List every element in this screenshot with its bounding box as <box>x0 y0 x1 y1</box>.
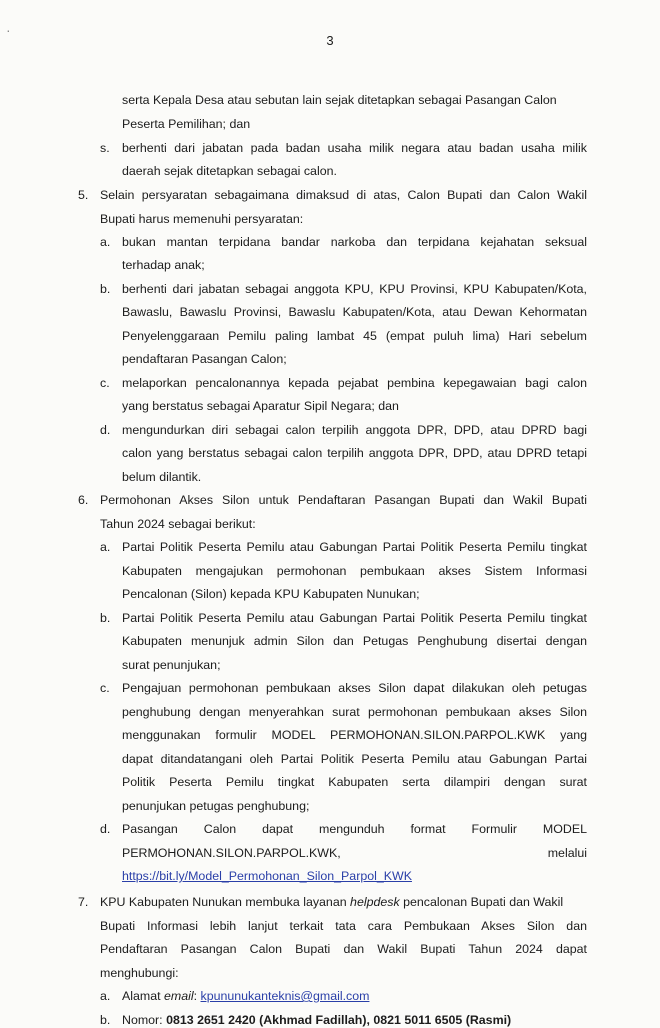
text-line: Pengajuan permohonan pembukaan akses Silon dapat dilakukan oleh petugas <box>122 681 587 695</box>
text-line: menggunakan formulir MODEL PERMOHONAN.SILON.PARPOL.KWK yang <box>122 728 587 742</box>
text-line: melaporkan pencalonannya kepada pejabat pembina kepegawaian bagi calon <box>122 376 587 390</box>
text-line: Kabupaten mengajukan permohonan pembukaan akses Sistem Informasi <box>122 564 587 578</box>
scan-mark: · <box>6 22 11 38</box>
text-line: Partai Politik Peserta Pemilu atau Gabungan Partai Politik Peserta Pemilu tingkat <box>122 611 587 625</box>
text-line <box>100 894 563 910</box>
email-line <box>122 988 369 1004</box>
text-line: penghubung dengan menyerahkan surat permohonan pembukaan akses Silon <box>122 705 587 719</box>
text-line: Penyelenggaraan Pemilu paling lambat 45 (empat puluh lima) Hari sebelum <box>122 329 587 343</box>
text-line: Kabupaten menunjuk admin Silon dan Petugas Penghubung disertai dengan <box>122 634 587 648</box>
text-line: Partai Politik Peserta Pemilu atau Gabungan Partai Politik Peserta Pemilu tingkat <box>122 540 587 554</box>
text-span: pencalonan Bupati dan Wakil <box>399 895 564 909</box>
text-line: Pasangan Calon dapat mengunduh format Formulir MODEL <box>122 822 587 836</box>
text-line: surat penunjukan; <box>122 658 221 672</box>
list-marker: 5. <box>78 188 89 202</box>
text-line: Bupati harus memenuhi persyaratan: <box>100 212 304 226</box>
form-download-link[interactable]: https://bit.ly/Model_Permohonan_Silon_Parpol_KWK <box>122 869 412 883</box>
list-marker: b. <box>100 1013 111 1027</box>
text-line: PERMOHONAN.SILON.PARPOL.KWK, melalui <box>122 846 587 860</box>
list-marker: c. <box>100 681 110 695</box>
text-line: Politik Peserta Pemilu tingkat Kabupaten serta dilampiri dengan surat <box>122 775 587 789</box>
page-number: 3 <box>326 33 334 48</box>
text-span-italic: email <box>164 989 194 1003</box>
email-link[interactable]: kpununukanteknis@gmail.com <box>200 989 370 1003</box>
text-line: Pendaftaran Pasangan Calon Bupati dan Wakil Bupati Tahun 2024 dapat <box>100 942 587 956</box>
text-span-italic: helpdesk <box>350 895 400 909</box>
list-marker: d. <box>100 423 111 437</box>
text-line: mengundurkan diri sebagai calon terpilih anggota DPR, DPD, atau DPRD bagi <box>122 423 587 437</box>
text-line: belum dilantik. <box>122 470 202 484</box>
list-marker: a. <box>100 540 111 554</box>
list-marker: c. <box>100 376 110 390</box>
text-span: Nomor: <box>122 1013 167 1027</box>
list-marker: a. <box>100 235 111 249</box>
list-marker: d. <box>100 822 111 836</box>
list-marker: 6. <box>78 493 89 507</box>
phone-line <box>122 1012 511 1028</box>
list-marker: b. <box>100 282 111 296</box>
text-span: : <box>193 989 201 1003</box>
text-line: bukan mantan terpidana bandar narkoba dan terpidana kejahatan seksual <box>122 235 587 249</box>
text-line: berhenti dari jabatan sebagai anggota KPU, KPU Provinsi, KPU Kabupaten/Kota, <box>122 282 587 296</box>
text-line: Bupati Informasi lebih lanjut terkait tata cara Pembukaan Akses Silon dan <box>100 919 587 933</box>
text-line: berhenti dari jabatan pada badan usaha milik negara atau badan usaha milik <box>122 141 587 155</box>
phone-numbers: 0813 2651 2420 (Akhmad Fadillah), 0821 5011 6505 (Rasmi) <box>166 1013 512 1027</box>
text-line: Selain persyaratan sebagaimana dimaksud di atas, Calon Bupati dan Calon Wakil <box>100 188 587 202</box>
text-span: KPU Kabupaten Nunukan membuka layanan <box>100 895 351 909</box>
list-marker: a. <box>100 989 111 1003</box>
list-marker: s. <box>100 141 110 155</box>
text-line: Pencalonan (Silon) kepada KPU Kabupaten Nunukan; <box>122 587 420 601</box>
text-line: pendaftaran Pasangan Calon; <box>122 352 287 366</box>
text-line: Permohonan Akses Silon untuk Pendaftaran Pasangan Bupati dan Wakil Bupati <box>100 493 587 507</box>
text-line: daerah sejak ditetapkan sebagai calon. <box>122 164 337 178</box>
text-line: penunjukan petugas penghubung; <box>122 799 310 813</box>
text-line: menghubungi: <box>100 966 179 980</box>
text-line: serta Kepala Desa atau sebutan lain sejak ditetapkan sebagai Pasangan Calon <box>122 93 557 107</box>
list-marker: 7. <box>78 895 89 909</box>
text-line: dapat ditandatangani oleh Partai Politik Peserta Pemilu atau Gabungan Partai <box>122 752 587 766</box>
text-line: Tahun 2024 sebagai berikut: <box>100 517 256 531</box>
text-span: Alamat <box>122 989 165 1003</box>
text-line: Peserta Pemilihan; dan <box>122 117 251 131</box>
text-line: terhadap anak; <box>122 258 205 272</box>
list-marker: b. <box>100 611 111 625</box>
text-line: Bawaslu, Bawaslu Provinsi, Bawaslu Kabupaten/Kota, atau Dewan Kehormatan <box>122 305 587 319</box>
text-line: yang berstatus sebagai Aparatur Sipil Negara; dan <box>122 399 399 413</box>
text-line: calon yang berstatus sebagai calon terpilih anggota DPR, DPD, atau DPRD tetapi <box>122 446 587 460</box>
